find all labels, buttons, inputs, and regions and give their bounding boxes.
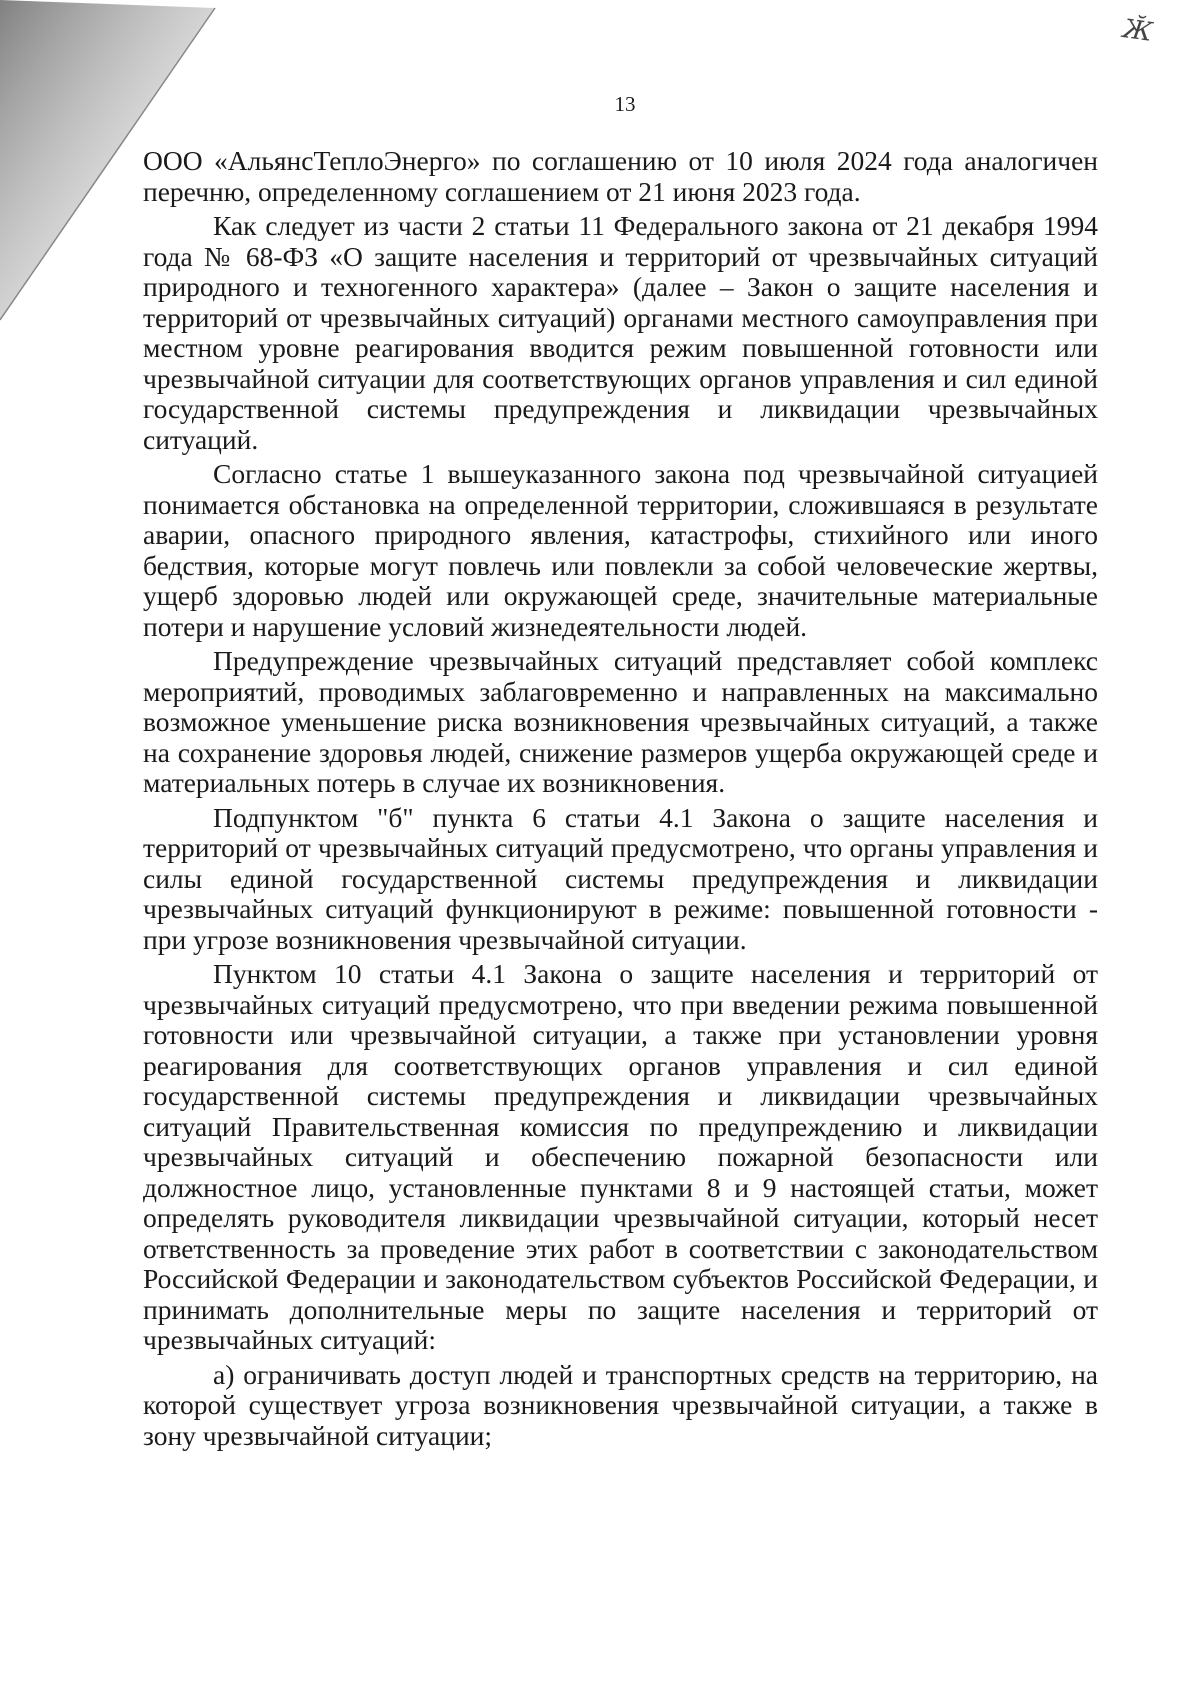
page-number: 13 [614, 92, 636, 116]
document-body [143, 146, 1098, 1451]
paragraph-continuation: ООО «АльянсТеплоЭнерго» по соглашению от 10 июля 2024 года аналогичен перечню, определенному соглашением от 21 июня 2023 года. [143, 145, 1098, 207]
paragraph-prevention-definition: Предупреждение чрезвычайных ситуаций представляет собой комплекс мероприятий, проводимых заблаговременно и направленных на максимально возможное уменьшение риска возникновения чрезвычайных ситуаций, а также на сохранение здоровья людей, снижение размеров ущерба окружающей среде и материальных потерь в случае их возникновения. [143, 645, 1098, 798]
paragraph-subclause-b: Подпунктом "б" пункта 6 статьи 4.1 Закона о защите населения и территорий от чрезвычайных ситуаций предусмотрено, что органы управления и силы единой государственной системы предупреждения и ликвидации чрезвычайных ситуаций функционируют в режиме: повышенной готовности - при угрозе возникновения чрезвычайной ситуации. [143, 801, 1098, 955]
paragraph-list-item-a: а) ограничивать доступ людей и транспортных средств на территорию, на которой существует угроза возникновения чрезвычайной ситуации, а также в зону чрезвычайной ситуации; [143, 1358, 1098, 1451]
paragraph-clause-10: Пунктом 10 статьи 4.1 Закона о защите населения и территорий от чрезвычайных ситуаций предусмотрено, что при введении режима повышенной готовности или чрезвычайной ситуации, а также при установлении уровня реагирования для соответствующих органов управления и сил единой государственной системы предупреждения и ликвидации чрезвычайных ситуаций Правительственная комиссия по предупреждению и ликвидации чрезвычайных ситуаций и обеспечению пожарной безопасности или должностное лицо, установленные пунктами 8 и 9 настоящей статьи, может определять руководителя ликвидации чрезвычайной ситуации, который несет ответственность за проведение этих работ в соответствии с законодательством Российской Федерации и законодательством субъектов Российской Федерации, и принимать дополнительные меры по защите населения и территорий от чрезвычайных ситуаций: [143, 958, 1098, 1355]
handwritten-page-mark: Ӂ [1120, 14, 1154, 48]
paragraph-emergency-definition: Согласно статье 1 вышеуказанного закона под чрезвычайной ситуацией понимается обстановка на определенной территории, сложившаяся в результате аварии, опасного природного явления, катастрофы, стихийного или иного бедствия, которые могут повлечь или повлекли за собой человеческие жертвы, ущерб здоровью людей или окружающей среде, значительные материальные потери и нарушение условий жизнедеятельности людей. [143, 458, 1098, 642]
paragraph-law-reference: Как следует из части 2 статьи 11 Федерального закона от 21 декабря 1994 года № 68-ФЗ «О защите населения и территорий от чрезвычайных ситуаций природного и техногенного характера» (далее – Закон о защите населения и территорий от чрезвычайных ситуаций) органами местного самоуправления при местном уровне реагирования вводится режим повышенной готовности или чрезвычайной ситуации для соответствующих органов управления и сил единой государственной системы предупреждения и ликвидации чрезвычайных ситуаций. [143, 210, 1098, 455]
